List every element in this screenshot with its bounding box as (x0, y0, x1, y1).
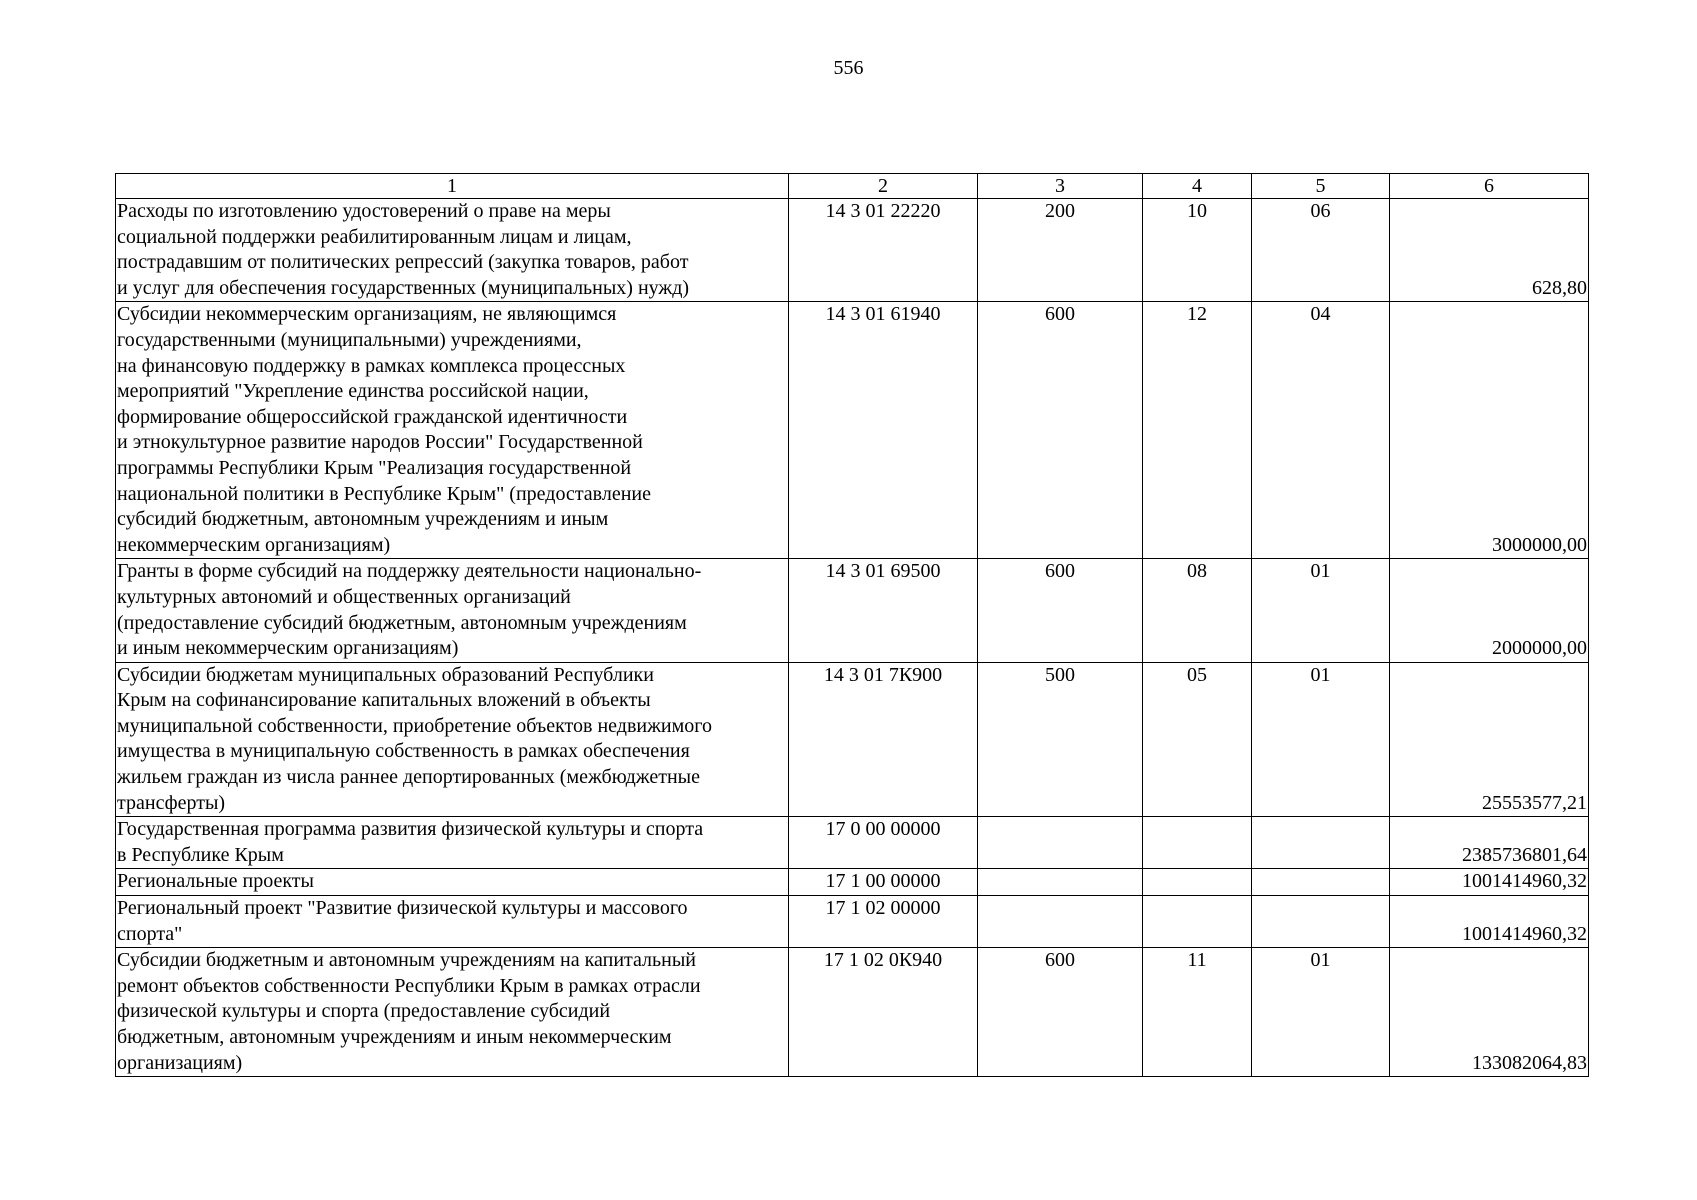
row-name: Региональный проект "Развитие физической культуры и массового спорта" (116, 896, 789, 948)
row-name: Субсидии бюджетным и автономным учреждениям на капитальный ремонт объектов собственности Республики Крым в рамках отрасли физической культуры и спорта (предоставление субсидий бюджетным, автономным учреждениям и иным некоммерческим организациям) (116, 948, 789, 1077)
row-expense-type: 600 (978, 302, 1143, 559)
column-header-section: 4 (1143, 174, 1252, 199)
row-expense-type (978, 869, 1143, 896)
column-header-amount: 6 (1390, 174, 1589, 199)
column-header-code: 2 (789, 174, 978, 199)
row-code: 17 1 02 00000 (789, 896, 978, 948)
table-row (116, 896, 1589, 948)
row-amount: 3000000,00 (1390, 302, 1589, 559)
row-expense-type (978, 896, 1143, 948)
row-name: Гранты в форме субсидий на поддержку деятельности национально- культурных автономий и общественных организаций (предоставление субсидий бюджетным, автономным учреждениям и иным некоммерческим организациям) (116, 559, 789, 662)
row-section: 11 (1143, 948, 1252, 1077)
row-section: 05 (1143, 662, 1252, 817)
row-subsection: 01 (1252, 948, 1390, 1077)
row-section: 10 (1143, 199, 1252, 302)
row-expense-type: 200 (978, 199, 1143, 302)
table-row (116, 662, 1589, 817)
table-row (116, 559, 1589, 662)
row-code: 17 0 00 00000 (789, 817, 978, 869)
table-row (116, 199, 1589, 302)
row-name: Расходы по изготовлению удостоверений о праве на меры социальной поддержки реабилитированным лицам и лицам, пострадавшим от политических репрессий (закупка товаров, работ и услуг для обеспечения государственных (муниципальных) нужд) (116, 199, 789, 302)
page-number: 556 (833, 57, 864, 79)
table-row (116, 817, 1589, 869)
row-name: Государственная программа развития физической культуры и спорта в Республике Крым (116, 817, 789, 869)
row-section (1143, 817, 1252, 869)
row-section: 12 (1143, 302, 1252, 559)
row-code: 14 3 01 7К900 (789, 662, 978, 817)
row-section: 08 (1143, 559, 1252, 662)
table-row (116, 948, 1589, 1077)
row-subsection: 06 (1252, 199, 1390, 302)
row-subsection (1252, 869, 1390, 896)
row-amount: 2000000,00 (1390, 559, 1589, 662)
column-header-subsection: 5 (1252, 174, 1390, 199)
table-header-row (116, 174, 1589, 199)
row-amount: 1001414960,32 (1390, 896, 1589, 948)
row-amount: 25553577,21 (1390, 662, 1589, 817)
table-row (116, 302, 1589, 559)
budget-table (115, 173, 1589, 1077)
row-amount: 628,80 (1390, 199, 1589, 302)
row-subsection: 01 (1252, 662, 1390, 817)
row-expense-type: 600 (978, 948, 1143, 1077)
row-subsection (1252, 896, 1390, 948)
table-row (116, 869, 1589, 896)
row-subsection: 01 (1252, 559, 1390, 662)
row-code: 14 3 01 69500 (789, 559, 978, 662)
row-code: 17 1 00 00000 (789, 869, 978, 896)
row-section (1143, 869, 1252, 896)
row-expense-type: 500 (978, 662, 1143, 817)
row-subsection: 04 (1252, 302, 1390, 559)
row-subsection (1252, 817, 1390, 869)
column-header-expense-type: 3 (978, 174, 1143, 199)
row-code: 14 3 01 22220 (789, 199, 978, 302)
row-amount: 1001414960,32 (1390, 869, 1589, 896)
row-section (1143, 896, 1252, 948)
row-code: 14 3 01 61940 (789, 302, 978, 559)
row-expense-type (978, 817, 1143, 869)
row-amount: 2385736801,64 (1390, 817, 1589, 869)
row-name: Субсидии некоммерческим организациям, не являющимся государственными (муниципальными) учреждениями, на финансовую поддержку в рамках комплекса процессных мероприятий "Укрепление единства российской нации, формирование общероссийской гражданской идентичности и этнокультурное развитие народов России" Государственной программы Республики Крым "Реализация государственной национальной политики в Республике Крым" (предоставление субсидий бюджетным, автономным учреждениям и иным некоммерческим организациям) (116, 302, 789, 559)
row-amount: 133082064,83 (1390, 948, 1589, 1077)
row-expense-type: 600 (978, 559, 1143, 662)
row-code: 17 1 02 0К940 (789, 948, 978, 1077)
row-name: Региональные проекты (116, 869, 789, 896)
row-name: Субсидии бюджетам муниципальных образований Республики Крым на софинансирование капитальных вложений в объекты муниципальной собственности, приобретение объектов недвижимого имущества в муниципальную собственность в рамках обеспечения жильем граждан из числа раннее депортированных (межбюджетные трансферты) (116, 662, 789, 817)
column-header-name: 1 (116, 174, 789, 199)
